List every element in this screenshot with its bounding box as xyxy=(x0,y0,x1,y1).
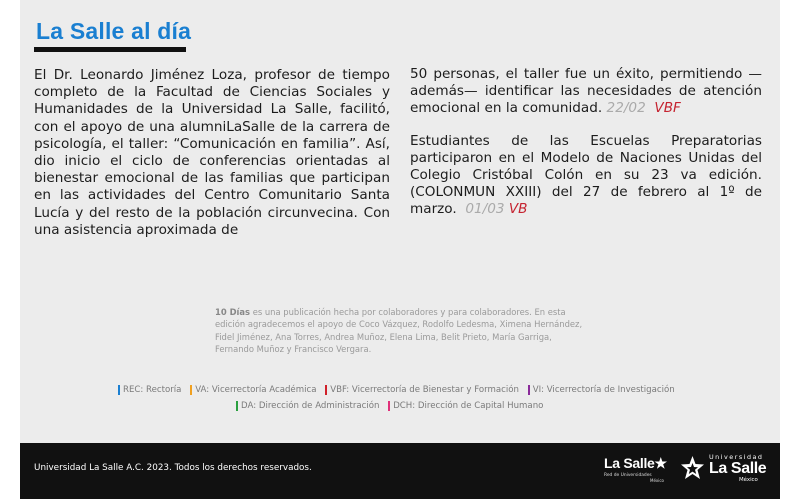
legend-item-vbf xyxy=(325,385,519,395)
legend-marker xyxy=(190,385,192,395)
credits-brand: 10 Días xyxy=(215,307,251,317)
legend-item-rec xyxy=(118,385,181,395)
legend-marker xyxy=(118,385,120,395)
legend-item-da xyxy=(236,401,379,411)
la-salle-star-icon xyxy=(680,455,705,481)
legend-item-va xyxy=(190,385,316,395)
logo-subtitle: Red de Universidades xyxy=(604,473,652,478)
star-icon: ★ xyxy=(654,455,667,471)
article-column-left xyxy=(34,67,390,239)
article-2 xyxy=(410,133,762,219)
article-1-continued-text: 50 personas, el taller fue un éxito, permitiendo —además— identificar las necesidades de atención emocional en la comunidad. xyxy=(410,66,762,117)
legend-label: DCH: Dirección de Capital Humano xyxy=(393,401,544,411)
legend-item-dch xyxy=(388,401,543,411)
article-2-tag: VB xyxy=(508,201,528,218)
legend-marker xyxy=(388,401,390,411)
article-2-date: 01/03 xyxy=(465,201,505,218)
universidad-la-salle-logo xyxy=(680,453,766,483)
footer xyxy=(20,443,780,499)
legend-marker xyxy=(325,385,327,395)
legend-marker xyxy=(528,385,530,395)
article-1-text: El Dr. Leonardo Jiménez Loza, profesor de tiempo completo de la Facultad de Ciencias Sociales y Humanidades de la Universidad La Salle, facilitó, con el apoyo de una alumniLaSalle de la carrera de psicología, el taller: “Comunicación en familia”. Así, dio inicio el ciclo de conferencias orientadas al bienestar emocional de las familias que participan en las actividades del Centro Comunitario Santa Lucía y del resto de la población circunvecina. Con una asistencia aproximada de xyxy=(34,67,390,238)
article-2-text: Estudiantes de las Escuelas Preparatorias participaron en el Modelo de Naciones Unidas del Colegio Cristóbal Colón en su 23 va edición. (COLONMUN XXIII) del 27 de febrero al 1º de marzo. xyxy=(410,132,762,218)
credits-note xyxy=(215,306,591,356)
page-title: La Salle al día xyxy=(36,18,192,44)
credits-text: es una publicación hecha por colaboradores y para colaboradores. En esta edición agradecemos el apoyo de Coco Vázquez, Rodolfo Ledesma, Ximena Hernández, Fidel Jiménez, Ana Torres, Andrea Muñoz, Elena Lima, Belit Prieto, María Garriga, Fernando Muñoz y Francisco Vergara. xyxy=(215,307,583,355)
legend-item-vi xyxy=(528,385,675,395)
legend-label: VA: Vicerrectoría Académica xyxy=(195,385,317,395)
title-underline xyxy=(34,47,186,52)
logo-country: México xyxy=(739,477,758,483)
red-la-salle-logo xyxy=(604,455,667,483)
legend-label: VI: Vicerrectoría de Investigación xyxy=(532,385,675,395)
article-1-tag: VBF xyxy=(654,100,681,117)
legend-label: DA: Dirección de Administración xyxy=(241,401,380,411)
legend-row-2 xyxy=(236,401,549,414)
logo-wordmark: La Salle xyxy=(709,460,767,477)
article-1-continued xyxy=(410,66,762,118)
logo-wordmark: La Salle★ xyxy=(604,455,667,471)
logo-universidad: Universidad xyxy=(709,453,764,461)
logo-text xyxy=(709,453,766,483)
legend-marker xyxy=(236,401,238,411)
article-column-right xyxy=(410,66,762,219)
copyright-text: Universidad La Salle A.C. 2023. Todos los derechos reservados. xyxy=(34,463,312,473)
article-1-date: 22/02 xyxy=(606,100,646,117)
legend-row-1 xyxy=(118,385,681,398)
legend-label: REC: Rectoría xyxy=(123,385,182,395)
logo-country: México xyxy=(650,478,664,483)
legend-label: VBF: Vicerrectoría de Bienestar y Formación xyxy=(330,385,519,395)
